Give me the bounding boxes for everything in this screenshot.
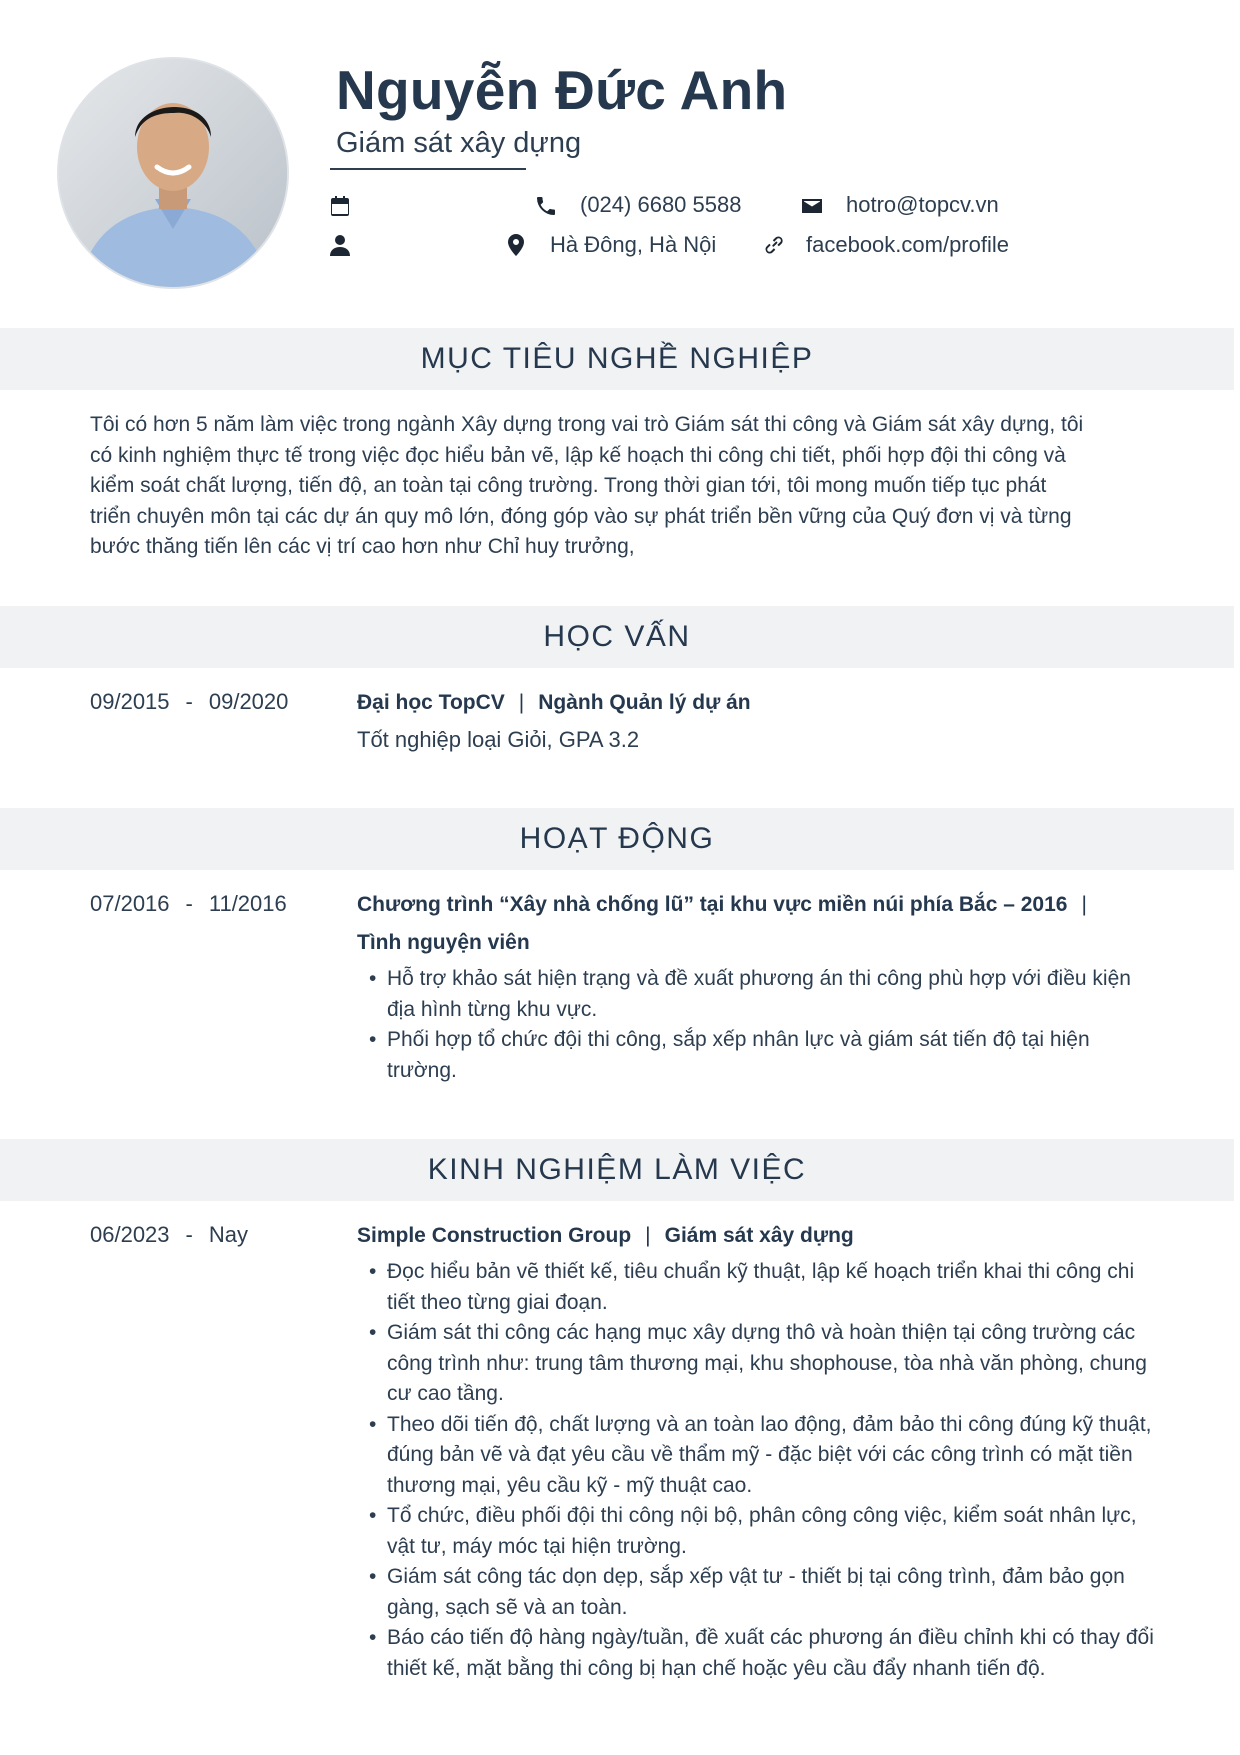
company-name: Simple Construction Group: [357, 1224, 632, 1247]
avatar: [57, 57, 289, 289]
title-separator: |: [518, 691, 525, 714]
phone-icon: [534, 194, 558, 218]
objective-heading: MỤC TIÊU NGHỀ NGHIỆP: [420, 342, 814, 375]
activity-entry: [357, 886, 1157, 1086]
list-item: • Đọc hiểu bản vẽ thiết kế, tiêu chuẩn kỹ thuật, lập kế hoạch triển khai thi công chi tiết theo từng giai đoạn.: [369, 1257, 1157, 1318]
activity-role: Tình nguyện viên: [357, 931, 530, 954]
envelope-icon: [800, 194, 824, 218]
link-icon: [762, 233, 786, 257]
activity-date-range: [90, 891, 287, 917]
list-item: • Hỗ trợ khảo sát hiện trạng và đề xuất phương án thi công phù hợp với điều kiện địa hình từng khu vực.: [369, 964, 1157, 1025]
activity-start-date: 07/2016: [90, 891, 170, 916]
experience-end-date: Nay: [208, 1222, 248, 1247]
experience-section-header: [0, 1139, 1234, 1201]
education-start-date: 09/2015: [90, 689, 170, 714]
date-dash: -: [185, 689, 193, 714]
profile-photo: [59, 59, 287, 287]
objective-line: có kinh nghiệm thực tế trong việc đọc hiểu bản vẽ, lập kế hoạch thi công chi tiết, phối hợp đội thi công và: [90, 443, 1066, 467]
education-date-range: [90, 689, 288, 715]
activity-title-line: [357, 886, 1157, 924]
major-name: Ngành Quản lý dự án: [538, 691, 751, 714]
experience-entry: [357, 1217, 1157, 1684]
education-title: [357, 684, 1157, 722]
education-detail: Tốt nghiệp loại Giỏi, GPA 3.2: [357, 727, 640, 752]
activity-title: Chương trình “Xây nhà chống lũ” tại khu vực miền núi phía Bắc – 2016: [357, 893, 1068, 916]
candidate-name: Nguyễn Đức Anh: [336, 59, 788, 121]
experience-heading: KINH NGHIỆM LÀM VIỆC: [427, 1153, 807, 1186]
objective-line: Tôi có hơn 5 năm làm việc trong ngành Xây dựng trong vai trò Giám sát thi công và Giám sát xây dựng, tôi: [90, 413, 1084, 436]
objective-line: triển chuyên môn tại các dự án quy mô lớn, đóng góp vào sự phát triển bền vững của Quý đơn vị và từng: [90, 504, 1072, 528]
objective-section-header: [0, 328, 1234, 390]
activity-end-date: 11/2016: [208, 891, 287, 916]
date-dash: -: [185, 1222, 193, 1247]
phone-text: (024) 6680 5588: [580, 192, 742, 217]
school-name: Đại học TopCV: [357, 691, 505, 714]
list-item: • Báo cáo tiến độ hàng ngày/tuần, đề xuất các phương án điều chỉnh khi có thay đổi thiết kế, mặt bằng thi công bị hạn chế hoặc yêu cầu đẩy nhanh tiến độ.: [369, 1623, 1157, 1684]
date-dash: -: [185, 891, 193, 916]
email-text[interactable]: hotro@topcv.vn: [846, 192, 999, 217]
experience-date-range: [90, 1222, 248, 1248]
experience-bullets: [357, 1257, 1157, 1684]
activity-bullets: [357, 964, 1157, 1086]
map-pin-icon: [504, 233, 528, 257]
education-end-date: 09/2020: [208, 689, 289, 714]
objective-line: bước thăng tiến lên các vị trí cao hơn như Chỉ huy trưởng,: [90, 535, 635, 558]
activities-heading: HOẠT ĐỘNG: [519, 822, 715, 855]
objective-line: kiểm soát chất lượng, tiến độ, an toàn tại công trường. Trong thời gian tới, tôi mong muốn tiếp tục phát: [90, 474, 1047, 497]
experience-title: [357, 1217, 1157, 1255]
list-item: • Tổ chức, điều phối đội thi công nội bộ, phân công công việc, kiểm soát nhân lực, vật tư, máy móc tại hiện trường.: [369, 1501, 1157, 1562]
list-item: • Giám sát công tác dọn dẹp, sắp xếp vật tư - thiết bị tại công trình, đảm bảo gọn gàng, sạch sẽ và an toàn.: [369, 1562, 1157, 1623]
list-item: • Theo dõi tiến độ, chất lượng và an toàn lao động, đảm bảo thi công đúng kỹ thuật, đúng bản vẽ và đạt yêu cầu về thẩm mỹ - đặc biệt với các công trình có mặt tiền thương mại, yêu cầu kỹ - mỹ thuật cao.: [369, 1410, 1157, 1502]
calendar-icon: [328, 194, 352, 218]
job-title-underline: [330, 168, 526, 170]
list-item: • Phối hợp tổ chức đội thi công, sắp xếp nhân lực và giám sát tiến độ tại hiện trường.: [369, 1025, 1157, 1086]
objective-text: [90, 410, 1140, 563]
title-separator: |: [1081, 893, 1087, 916]
position-name: Giám sát xây dựng: [664, 1224, 854, 1247]
user-icon: [328, 233, 352, 257]
education-entry: [357, 684, 1157, 758]
experience-start-date: 06/2023: [90, 1222, 170, 1247]
list-item: • Giám sát thi công các hạng mục xây dựng thô và hoàn thiện tại công trường các công trình như: trung tâm thương mại, khu shophouse, tòa nhà văn phòng, chung cư cao tầng.: [369, 1318, 1157, 1410]
activities-section-header: [0, 808, 1234, 870]
address-text: Hà Đông, Hà Nội: [550, 232, 717, 257]
job-title: Giám sát xây dựng: [336, 127, 582, 159]
education-section-header: [0, 606, 1234, 668]
website-text[interactable]: facebook.com/profile: [806, 232, 1009, 257]
education-heading: HỌC VẤN: [543, 620, 691, 653]
title-separator: |: [645, 1224, 651, 1247]
